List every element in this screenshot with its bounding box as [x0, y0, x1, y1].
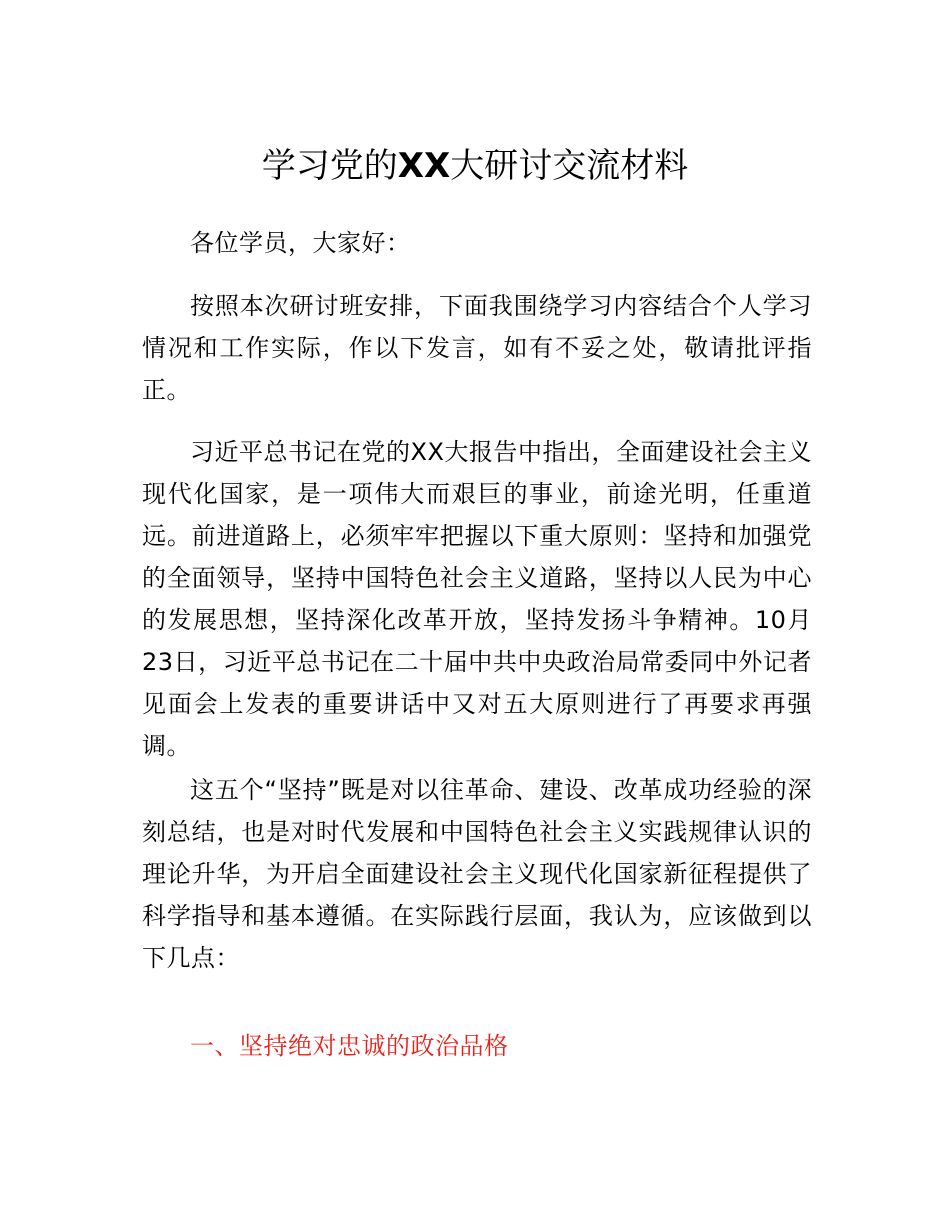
summary-paragraph: 这五个“坚持”既是对以往革命、建设、改革成功经验的深刻总结，也是对时代发展和中国特色社会主义实践规律认识的理论升华，为开启全面建设社会主义现代化国家新征程提供了科学指导和基本遵循。在实际践行层面，我认为，应该做到以下几点：	[142, 776, 812, 972]
title-part-3: 大研讨交流材料	[450, 146, 689, 186]
greeting-paragraph: 各位学员，大家好：	[190, 229, 411, 257]
section-heading: 一、坚持绝对忠诚的政治品格	[190, 1032, 509, 1060]
principles-paragraph: 习近平总书记在党的XX大报告中指出，全面建设社会主义现代化国家，是一项伟大而艰巨的事业，前途光明，任重道远。前进道路上，必须牢牢把握以下重大原则：坚持和加强党的全面领导，坚持中国特色社会主义道路，坚持以人民为中心的发展思想，坚持深化改革开放，坚持发扬斗争精神。10月23日，习近平总书记在二十届中共中央政治局常委同中外记者见面会上发表的重要讲话中又对五大原则进行了再要求再强调。	[142, 438, 812, 760]
title-part-1: 学习党的	[261, 146, 398, 186]
document-title	[0, 140, 950, 192]
intro-paragraph: 按照本次研讨班安排，下面我围绕学习内容结合个人学习情况和工作实际，作以下发言，如有不妥之处，敬请批评指正。	[142, 292, 812, 404]
title-part-2: XX	[397, 146, 451, 186]
